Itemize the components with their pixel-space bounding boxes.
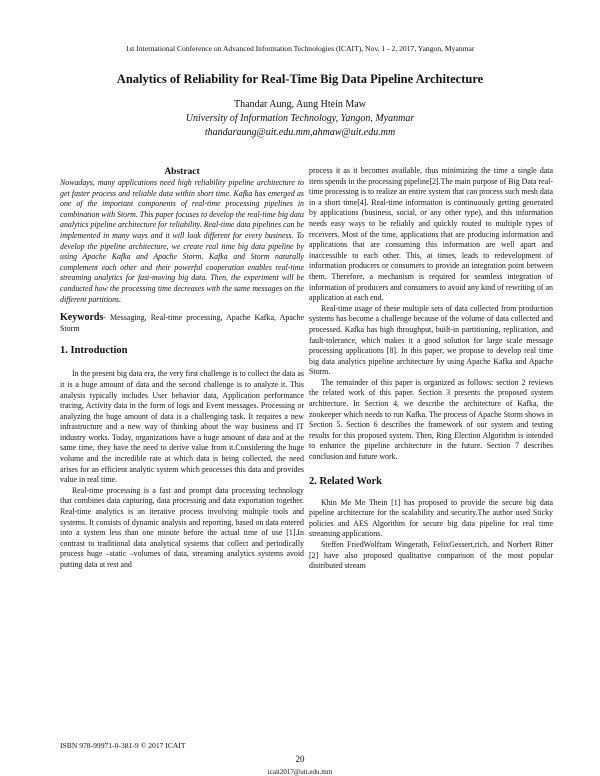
paper-emails: thandaraung@uit.edu.mm,ahmaw@uit.edu.mm [204, 127, 396, 138]
page-number: 20 [295, 754, 305, 764]
conference-header: 1st International Conference on Advanced Information Technologies (ICAIT), Nov. 1 - 2, 2017, Yangon, Myanmar [125, 44, 475, 53]
related-paragraph-2: Steffen FriedWolfram Wingerath, FelixGessert,rich, and Norbert Ritter [2] have also proposed qualitative comparison of the most popular distributed stream [309, 540, 553, 571]
keywords [60, 313, 304, 334]
isbn-footer: ISBN 978-99971-0-381-9 © 2017 ICAIT [60, 741, 186, 750]
paper-authors: Thandar Aung, Aung Htein Maw [234, 99, 366, 110]
intro-paragraph-4: The remainder of this paper is organized as follows: section 2 reviews the related work of this paper. Section 3 presents the proposed system architecture. In Section 4, we describe the architecture of Kafka, the zookeeper which needs to run Kafka. The process of Apache Storm shows in Section 5. Section 6 describes the framework of our system and testing results for this proposed system. Then, Ring Election Algorithm is intended to enhance the pipeline architecture in the future. Section 7 describes conclusion and future work. [309, 377, 553, 462]
keywords-label: Keywords [60, 312, 104, 324]
right-column [309, 166, 553, 572]
intro-paragraph-3: Real-time usage of these multiple sets of data collected from production systems has become a challenge because of the volume of data collected and processed. Kafka has high throughput, built-in partitioning, replication, and fault-tolerance, which makes it a good solution for large scale message processing applications [8]. In this paper, we propose to develop real time big data analytics pipeline architecture by using Apache Kafka and Apache Storm. [309, 303, 553, 377]
related-heading: 2. Related Work [309, 475, 383, 487]
paper-affiliation: University of Information Technology, Yangon, Myanmar [185, 113, 415, 124]
left-column [60, 166, 304, 571]
related-paragraph-1: Khin Me Me Thein [1] has proposed to provide the secure big data pipeline architecture for the scalability and security.The author used Sticky policies and AES Algorithm for secure big data pipeline for real time streaming applications. [309, 497, 553, 539]
abstract-heading: Abstract [164, 167, 200, 177]
paper-title: Analytics of Reliability for Real-Time Big Data Pipeline Architecture [116, 72, 484, 86]
intro-heading: 1. Introduction [60, 345, 128, 357]
keywords-text: - Messaging, Real-time processing, Apache Kafka, Apache Storm [60, 313, 304, 333]
intro-paragraph-1: In the present big data era, the very first challenge is to collect the data as it is a huge amount of data and the second challenge is to analyze it. This analysis typically includes User behavior data, Application performance tracing, Activity data in the form of logs and Event messages. Processing or analyzing the huge amount of data is a challenging task. It requires a new infrastructure and a new way of thinking about the way business and IT industry works. Today, organizations have a huge amount of data and at the same time, they have the need to derive value from it.Considering the huge volume and the incredible rate at which data is being collected, the need arises for an efficient analytic system which processes this data and provides value in real time. [60, 369, 304, 485]
intro-paragraph-2-continued: process it as it becomes available, thus minimizing the time a single data item spends in the processing pipeline[2].The main purpose of Big Data real-time processing is to realize an entire system that can process such mesh data in a short time[4]. Real-time information is continuously getting generated by applications (business, social, or any other type), and this information needs easy ways to be reliably and quickly routed to multiple types of receivers. Most of the time, applications that are producing information and applications that are consuming this information are well apart and inaccessible to each other. This, at times, leads to redevelopment of information producers or consumers to provide an integration point between them. Therefore, a mechanism is required for seamless integration of information of producers and consumers to avoid any kind of rewriting of an application at each end. [309, 166, 553, 303]
footer-email: icait2017@uit.edu.mm [267, 768, 333, 776]
abstract-text: Nowadays, many applications need high reliability pipeline architecture to get faster process and reliable data within short time. Kafka has emerged as one of the important components of real-time processing pipelines in combination with Storm. This paper focuses to develop the real-time big data analytics pipeline architecture for reliability. Real-time data pipelines can be implemented in many ways and it will look different for every business. To develop the pipeline architecture, we create real time big data pipeline by using Apache Kafka and Apache Storm. Kafka and Storm naturally complement each other and their powerful cooperation enables real-time streaming analytics for fast-moving big data. Then, the experiment will be conducted how the processing time decreases with the same messages on the different partitions. [60, 178, 304, 304]
intro-paragraph-2: Real-time processing is a fast and prompt data processing technology that combines data capturing, data processing and data exportation together. Real-time analytics is an iterative process involving multiple tools and systems. It consists of dynamic analysis and reporting, based on data entered into a system less than one minute before the actual time of use [1].In contrast to traditional data analytical systems that collect and periodically process huge –static –volumes of data, streaming analytics systems avoid putting data at rest and [60, 485, 304, 569]
